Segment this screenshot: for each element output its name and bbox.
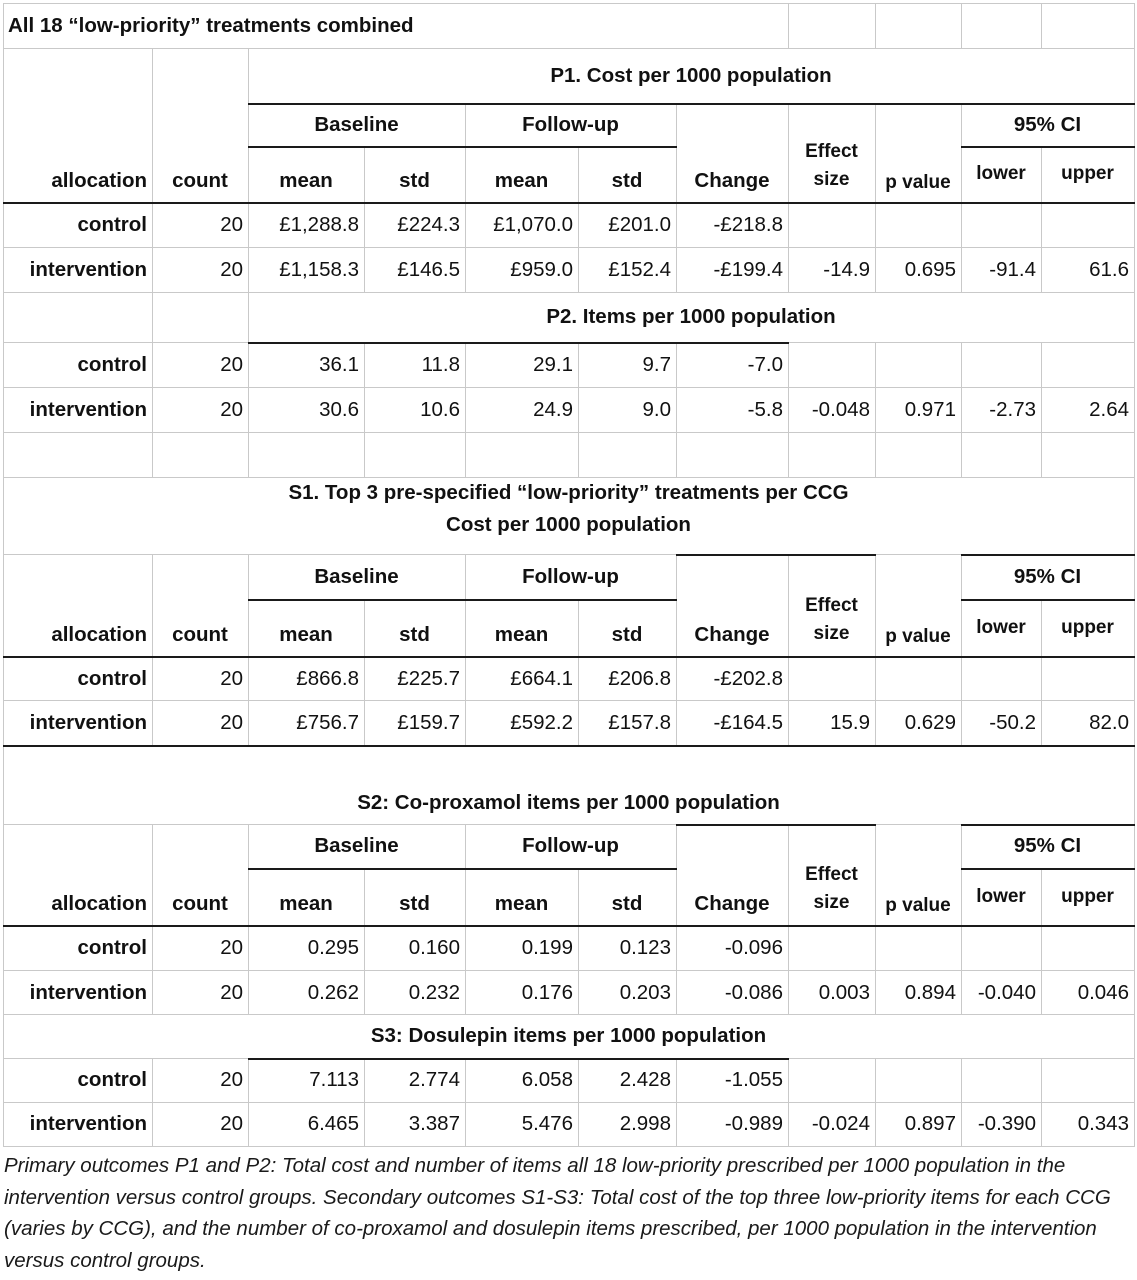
rule: [152, 824, 153, 1015]
rule: [248, 103, 1135, 105]
header-effect-size-s2-line: size: [813, 891, 850, 913]
header-lower-p1: lower: [976, 163, 1026, 184]
table-cell-s1: 20: [220, 710, 243, 734]
rule: [961, 342, 962, 478]
table-cell-p2: 11.8: [421, 352, 460, 376]
table-cell-p2: -2.73: [989, 397, 1036, 421]
rule: [578, 599, 579, 746]
table-cell-p1: 61.6: [1089, 257, 1129, 281]
section-title-s2: S2: Co-proxamol items per 1000 population: [357, 791, 780, 814]
row-label-s2: control: [77, 935, 147, 959]
table-cell-p2: [788, 342, 875, 387]
table-cell-s2: -0.040: [977, 980, 1036, 1004]
table-cell-s2: 0.894: [904, 980, 956, 1004]
rule: [3, 1102, 1135, 1103]
rule: [3, 3, 4, 1147]
rule: [1041, 146, 1042, 293]
row-label-p2: control: [77, 352, 147, 376]
table-cell-s2: 0.295: [307, 935, 359, 959]
header-pvalue-s2: p value: [885, 895, 951, 916]
header-allocation-s1: allocation: [51, 623, 147, 646]
rule: [3, 824, 677, 825]
table-cell-s2: 0.203: [619, 980, 671, 1004]
rule: [152, 48, 153, 478]
table-cell-s1: £206.8: [608, 666, 671, 690]
table-cell-s3: 7.113: [309, 1068, 359, 1091]
rule: [465, 824, 466, 869]
table-cell-p2: 24.9: [533, 397, 573, 421]
header-mean-s2: mean: [494, 892, 549, 915]
rule: [788, 3, 789, 49]
rule: [248, 48, 249, 478]
rule: [465, 1058, 466, 1147]
table-cell-p1: -£199.4: [713, 257, 783, 281]
table-cell-s1: -50.2: [989, 710, 1036, 734]
rule: [1041, 1058, 1042, 1147]
rule: [788, 103, 789, 293]
table-cell-s3: [1041, 1058, 1134, 1102]
header-change-s2: Change: [694, 892, 770, 915]
row-label-s1: intervention: [29, 710, 147, 734]
rule: [961, 868, 1135, 870]
table-cell-s3: -0.390: [977, 1112, 1036, 1135]
table-cell-s1: [788, 656, 875, 701]
rule: [961, 824, 962, 1015]
table-cell-p2: 2.64: [1089, 397, 1129, 421]
table-cell-s1: 15.9: [830, 710, 870, 734]
rule: [578, 342, 579, 478]
rule: [465, 103, 466, 147]
rule: [1041, 3, 1042, 49]
rule: [875, 342, 876, 478]
rule: [3, 48, 1135, 49]
table-cell-s2: 0.160: [408, 935, 460, 959]
rule: [578, 868, 579, 1015]
table-cell-s1: £664.1: [510, 666, 573, 690]
rule: [875, 554, 876, 746]
table-cell-s3: 3.387: [408, 1112, 460, 1135]
rule: [248, 1058, 249, 1147]
rule: [676, 868, 677, 1015]
table-cell-p1: [788, 202, 875, 247]
table-cell-p2: 20: [220, 397, 243, 421]
rule: [3, 202, 1135, 204]
header-change-p1: Change: [694, 169, 770, 192]
table-cell-s3: 2.998: [619, 1112, 671, 1135]
table-cell-p2: 36.1: [319, 352, 359, 376]
rule: [3, 745, 4, 776]
header-count-s1: count: [172, 623, 228, 646]
table-cell-s1: £159.7: [397, 710, 460, 734]
rule: [961, 554, 1135, 556]
header-mean-s1: mean: [279, 623, 333, 646]
rule: [875, 824, 962, 825]
table-cell-p1: [1041, 202, 1134, 247]
header-effect-size-s2: [788, 844, 875, 925]
rule: [676, 824, 876, 826]
table-cell-s2: 0.232: [408, 980, 460, 1004]
rule: [1041, 599, 1042, 746]
table-cell-p1: -14.9: [823, 257, 870, 281]
rule: [875, 103, 876, 293]
rule: [248, 1058, 789, 1060]
table-cell-s1: £756.7: [296, 710, 359, 734]
table-cell-s2: [961, 925, 1041, 970]
rule: [3, 554, 677, 555]
table-cell-p1: £146.5: [397, 257, 460, 281]
header-baseline-s2: Baseline: [314, 834, 399, 857]
table-cell-p2: -7.0: [747, 352, 783, 376]
table-caption: Primary outcomes P1 and P2: Total cost and number of items all 18 low-priority prescribed per 1000 population in the intervention versus control groups. Secondary outcomes S1-S3: Total cost of the top three low-priority items for each CCG (varies by CCG), and the number of co-proxamol and dosulepin items prescribed, per 1000 population in the intervention versus control groups.: [4, 1154, 1111, 1272]
rule: [676, 824, 677, 869]
header-upper-s1: upper: [1061, 616, 1114, 638]
table-cell-s2: 0.262: [307, 980, 359, 1004]
header-effect-size-s1-line: size: [813, 622, 850, 644]
table-cell-s1: £592.2: [510, 710, 573, 734]
section-title-s1: [3, 477, 1134, 554]
header-pvalue-s1: p value: [885, 626, 951, 647]
table-cell-s3: -0.989: [724, 1112, 783, 1135]
table-cell-s3: [875, 1058, 961, 1102]
rule: [961, 824, 1135, 826]
rule: [676, 599, 677, 746]
header-pvalue-p1: p value: [885, 172, 951, 193]
rule: [3, 387, 1135, 388]
table-cell-s1: 20: [220, 666, 243, 690]
rule: [578, 146, 579, 293]
table-cell-p1: £152.4: [608, 257, 671, 281]
table-cell-s2: 20: [220, 980, 243, 1004]
table-cell-s1: £157.8: [608, 710, 671, 734]
table-cell-s3: 5.476: [521, 1112, 573, 1135]
row-label-p2: intervention: [29, 397, 147, 421]
table-cell-p2: -5.8: [747, 397, 783, 421]
table-cell-s3: 6.058: [521, 1068, 573, 1091]
rule: [875, 1058, 876, 1147]
rule: [3, 745, 1135, 747]
rule: [465, 342, 466, 478]
section-title-p1: P1. Cost per 1000 population: [550, 63, 832, 87]
table-cell-s3: 20: [220, 1068, 243, 1091]
table-cell-p1: [875, 202, 961, 247]
table-cell-s2: 0.123: [619, 935, 671, 959]
table-cell-s3: 0.343: [1077, 1112, 1129, 1135]
table-cell-p1: £224.3: [397, 212, 460, 236]
table-cell-s2: -0.096: [724, 935, 783, 959]
rule: [788, 342, 789, 478]
table-cell-s1: [961, 656, 1041, 701]
table-cell-p1: £1,288.8: [279, 212, 359, 236]
header-mean-p1: mean: [494, 169, 549, 192]
header-std-s1: std: [399, 623, 430, 646]
rule: [961, 3, 962, 49]
section-title-s1-line: Cost per 1000 population: [446, 513, 691, 536]
rule: [364, 599, 365, 746]
table-cell-p2: [1041, 342, 1134, 387]
row-label-s3: control: [77, 1068, 147, 1091]
table-cell-p2: [961, 342, 1041, 387]
rule: [3, 925, 1135, 927]
table-cell-s2: 20: [220, 935, 243, 959]
header-effect-size-p1: [788, 122, 875, 202]
table-cell-s3: 6.465: [307, 1112, 359, 1135]
rule: [364, 146, 365, 293]
rule: [676, 554, 677, 600]
header-allocation-p1: allocation: [51, 169, 147, 192]
header-std-s2: std: [399, 892, 430, 915]
table-cell-s2: 0.003: [818, 980, 870, 1004]
rule: [364, 342, 365, 478]
header-effect-size-s1-line: Effect: [805, 594, 858, 616]
rule: [248, 868, 677, 870]
table-cell-p2: 29.1: [533, 352, 573, 376]
rule: [676, 103, 677, 147]
table-cell-s1: -£202.8: [713, 666, 783, 690]
header-ci-s1: 95% CI: [1013, 564, 1082, 588]
rule: [465, 146, 677, 148]
rule: [3, 292, 1135, 293]
rule: [465, 146, 466, 293]
table-cell-s2: -0.086: [724, 980, 783, 1004]
rule: [364, 146, 466, 148]
rule: [3, 1014, 1135, 1015]
table-cell-s1: £866.8: [296, 666, 359, 690]
table-cell-s2: [1041, 925, 1134, 970]
section-title-s3: S3: Dosulepin items per 1000 population: [370, 1024, 767, 1047]
header-count-s2: count: [172, 892, 228, 915]
header-upper-p1: upper: [1061, 163, 1114, 184]
rule: [3, 432, 1135, 433]
rule: [676, 146, 677, 293]
table-cell-s2: [875, 925, 961, 970]
rule: [3, 477, 1135, 478]
rule: [152, 1058, 153, 1147]
header-followup-p1: Follow-up: [522, 112, 619, 136]
table-cell-s3: 2.774: [408, 1068, 460, 1091]
rule: [961, 103, 962, 293]
header-ci-p1: 95% CI: [1013, 112, 1082, 136]
header-std-s1: std: [611, 623, 643, 646]
header-effect-size-s2-line: Effect: [805, 863, 858, 885]
rule: [248, 146, 365, 148]
rule: [3, 247, 1135, 248]
row-label-s3: intervention: [29, 1112, 147, 1135]
rule: [465, 599, 466, 746]
header-followup-s2: Follow-up: [522, 834, 619, 857]
header-mean-s2: mean: [279, 892, 333, 915]
rule: [961, 1058, 962, 1147]
table-cell-s2: 0.176: [521, 980, 573, 1004]
rule: [788, 554, 789, 746]
table-cell-p2: 20: [220, 352, 243, 376]
table-cell-p2: [875, 342, 961, 387]
header-std-p1: std: [611, 169, 643, 192]
table-cell-s1: [1041, 656, 1134, 701]
header-baseline-s1: Baseline: [314, 564, 399, 588]
table-cell-s1: [875, 656, 961, 701]
table-cell-p2: 30.6: [319, 397, 359, 421]
table-cell-s1: 82.0: [1089, 710, 1129, 734]
table-cell-p2: -0.048: [811, 397, 870, 421]
rule: [676, 554, 876, 556]
table-cell-p1: 0.695: [904, 257, 956, 281]
table-cell-s2: 0.199: [521, 935, 573, 959]
header-upper-s2: upper: [1061, 885, 1114, 907]
row-label-p1: control: [77, 212, 147, 236]
rule: [3, 656, 1135, 658]
row-label-s1: control: [77, 666, 147, 690]
rule: [465, 554, 466, 600]
rule: [676, 1058, 677, 1147]
rule: [961, 599, 1135, 601]
table-cell-p1: 20: [220, 212, 243, 236]
rule: [152, 554, 153, 746]
header-lower-s1: lower: [976, 616, 1026, 638]
header-std-p1: std: [399, 169, 430, 192]
table-cell-p1: £959.0: [510, 257, 573, 281]
rule: [1134, 745, 1135, 776]
rule: [364, 1058, 365, 1147]
header-allocation-s2: allocation: [51, 892, 147, 915]
rule: [788, 1058, 789, 1147]
rule: [3, 1146, 1135, 1147]
header-followup-s1: Follow-up: [522, 564, 619, 588]
table-cell-p1: 20: [220, 257, 243, 281]
header-effect-size-p1-line: size: [813, 169, 850, 190]
rule: [1041, 868, 1042, 1015]
table-cell-s3: [961, 1058, 1041, 1102]
table-cell-p2: 9.0: [642, 397, 671, 421]
header-count-p1: count: [172, 169, 228, 192]
results-table: [3, 3, 1134, 1146]
table-cell-p1: -£218.8: [713, 212, 783, 236]
table-cell-p1: £1,070.0: [493, 212, 573, 236]
rule: [1134, 3, 1135, 1147]
header-std-s2: std: [611, 892, 643, 915]
table-cell-s3: -0.024: [811, 1112, 870, 1135]
table-cell-p2: 10.6: [420, 397, 460, 421]
header-baseline-p1: Baseline: [314, 112, 399, 136]
rule: [961, 554, 962, 746]
table-cell-p1: -91.4: [989, 257, 1036, 281]
section-title-s1-line: S1. Top 3 pre-specified “low-priority” treatments per CCG: [288, 481, 849, 504]
header-effect-size-p1-line: Effect: [805, 141, 858, 162]
table-cell-s2: 0.046: [1077, 980, 1129, 1004]
header-change-s1: Change: [694, 623, 770, 646]
table-cell-s1: -£164.5: [713, 710, 783, 734]
table-cell-p1: £1,158.3: [279, 257, 359, 281]
table-cell-s3: 20: [220, 1112, 243, 1135]
section-title-p2: P2. Items per 1000 population: [546, 305, 836, 328]
row-label-p1: intervention: [29, 257, 147, 281]
rule: [248, 824, 249, 1015]
table-cell-s3: 0.897: [904, 1112, 956, 1135]
header-lower-s2: lower: [976, 885, 1026, 907]
rule: [961, 146, 1135, 148]
table-cell-p1: [961, 202, 1041, 247]
rule: [3, 700, 1135, 701]
header-mean-s1: mean: [494, 623, 549, 646]
table-cell-s3: [788, 1058, 875, 1102]
table-cell-s2: [788, 925, 875, 970]
rule: [875, 554, 962, 555]
table-cell-p2: 9.7: [642, 352, 671, 376]
header-ci-s2: 95% CI: [1013, 834, 1082, 857]
rule: [248, 554, 249, 746]
row-label-s2: intervention: [29, 980, 147, 1004]
rule: [364, 868, 365, 1015]
table-title: All 18 “low-priority” treatments combined: [8, 13, 414, 37]
table-cell-p1: £201.0: [608, 212, 671, 236]
rule: [3, 3, 1135, 4]
header-effect-size-s1: [788, 575, 875, 656]
rule: [465, 868, 466, 1015]
rule: [578, 1058, 579, 1147]
table-cell-s1: 0.629: [904, 710, 956, 734]
table-cell-s3: -1.055: [724, 1068, 783, 1091]
rule: [875, 3, 876, 49]
table-cell-p2: 0.971: [904, 397, 956, 421]
header-mean-p1: mean: [279, 169, 333, 192]
rule: [1041, 342, 1042, 478]
rule: [248, 342, 789, 344]
rule: [875, 824, 876, 1015]
rule: [248, 599, 677, 601]
table-cell-s1: £225.7: [397, 666, 460, 690]
rule: [3, 970, 1135, 971]
rule: [676, 342, 677, 478]
table-cell-s3: 2.428: [619, 1068, 671, 1091]
rule: [788, 824, 789, 1015]
